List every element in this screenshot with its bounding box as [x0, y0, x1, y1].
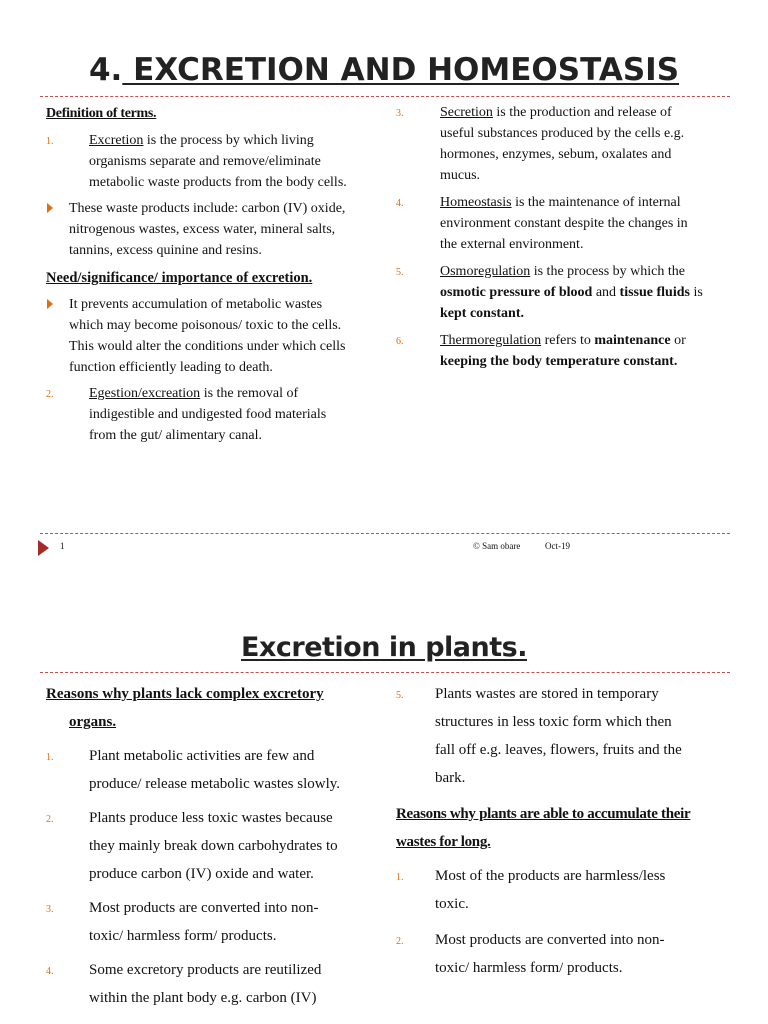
title-number: 4. — [88, 52, 123, 88]
item-number: 2. — [46, 389, 54, 400]
accumulate-heading — [396, 800, 726, 856]
text-line: is the removal of — [200, 386, 299, 401]
title-text: EXCRETION AND HOMEOSTASIS — [122, 52, 680, 88]
need-heading: Need/significance/ importance of excretion. — [46, 270, 313, 286]
list-item — [46, 383, 376, 446]
text-line: It prevents accumulation of metabolic wastes — [69, 297, 323, 312]
reasons-heading — [46, 680, 371, 736]
text-line: bark. — [435, 770, 466, 786]
text: is — [689, 285, 703, 300]
item-number: 1. — [46, 136, 54, 147]
item-number: 6. — [396, 336, 404, 347]
item-number: 4. — [396, 198, 404, 209]
left-column — [46, 680, 371, 1012]
list-item — [46, 130, 376, 193]
text-line: fall off e.g. leaves, flowers, fruits and the — [435, 742, 682, 758]
text-line: Most products are converted into non- — [435, 932, 665, 948]
text-line: produce carbon (IV) oxide and water. — [89, 866, 314, 882]
text-line: hormones, enzymes, sebum, oxalates and — [440, 147, 672, 162]
list-item — [46, 956, 371, 1012]
text-line: which may become poisonous/ toxic to the cells. — [69, 318, 342, 333]
text-line: useful substances produced by the cells e.g. — [440, 126, 685, 141]
list-item — [46, 894, 371, 950]
text-line: Plants produce less toxic wastes because — [89, 810, 333, 826]
text-line: toxic. — [435, 896, 469, 912]
text-line: This would alter the conditions under which cells — [69, 339, 346, 354]
footer-divider — [40, 533, 730, 534]
text-line: indigestible and undigested food materials — [89, 407, 327, 422]
term: Egestion/excreation — [89, 386, 201, 401]
text-line: is the production and release of — [492, 105, 672, 120]
slide-2 — [0, 575, 768, 1024]
footer-copyright: © Sam obare — [473, 541, 521, 551]
text-line: is the maintenance of internal — [511, 195, 681, 210]
text-line: Most products are converted into non- — [89, 900, 319, 916]
text-line: produce/ release metabolic wastes slowly. — [89, 776, 341, 792]
bold-text: tissue fluids — [619, 285, 690, 300]
bullet-arrow-icon — [47, 203, 53, 213]
text-line: environment constant despite the changes in — [440, 216, 688, 231]
text: refers to — [541, 333, 595, 348]
text-line: function efficiently leading to death. — [69, 360, 273, 375]
item-number: 2. — [396, 936, 404, 947]
term: Secretion — [440, 105, 493, 120]
list-item — [396, 862, 726, 918]
definition-heading: Definition of terms. — [46, 106, 157, 121]
text-line: they mainly break down carbohydrates to — [89, 838, 338, 854]
term: Osmoregulation — [440, 264, 531, 279]
item-number: 1. — [46, 752, 54, 763]
divider-line — [40, 96, 730, 97]
list-item — [396, 926, 726, 982]
heading-line: organs. — [69, 714, 117, 730]
text-line: Most of the products are harmless/less — [435, 868, 666, 884]
text-line: tannins, excess quinine and resins. — [69, 243, 262, 258]
list-item — [396, 680, 726, 792]
text-line: Some excretory products are reutilized — [89, 962, 322, 978]
text-line: within the plant body e.g. carbon (IV) — [89, 990, 317, 1006]
item-number: 3. — [396, 108, 404, 119]
right-column — [396, 102, 726, 372]
item-number: 4. — [46, 966, 54, 977]
text-line: Plant metabolic activities are few and — [89, 748, 315, 764]
list-item — [46, 804, 371, 888]
text-line: structures in less toxic form which then — [435, 714, 672, 730]
item-number: 3. — [46, 904, 54, 915]
text: or — [670, 333, 686, 348]
left-column — [46, 103, 376, 446]
text-line: nitrogenous wastes, excess water, mineral salts, — [69, 222, 336, 237]
text-line: is the process by which living — [143, 133, 314, 148]
slide-title: Excretion in plants. — [241, 632, 527, 663]
term: Thermoregulation — [440, 333, 542, 348]
list-item — [46, 742, 371, 798]
text-line: Plants wastes are stored in temporary — [435, 686, 659, 702]
text-line: is the process by which the — [530, 264, 685, 279]
list-item — [396, 330, 726, 372]
item-number: 5. — [396, 267, 404, 278]
bullet-item — [46, 198, 376, 261]
text-line: metabolic waste products from the body cells. — [89, 175, 347, 190]
page-number: 1 — [60, 541, 65, 551]
list-item — [396, 192, 726, 255]
bullet-item — [46, 294, 376, 378]
item-number: 1. — [396, 872, 404, 883]
footer-marker-icon — [38, 540, 49, 556]
divider-line — [40, 672, 730, 673]
right-column — [396, 680, 726, 982]
text: and — [592, 285, 620, 300]
text-line: toxic/ harmless form/ products. — [435, 960, 623, 976]
heading-line: Reasons why plants are able to accumulate their — [396, 806, 691, 822]
text-line: organisms separate and remove/eliminate — [89, 154, 321, 169]
term: Excretion — [89, 133, 144, 148]
term: Homeostasis — [440, 195, 512, 210]
bold-text: osmotic pressure of blood — [440, 285, 593, 300]
item-number: 2. — [46, 814, 54, 825]
list-item — [396, 102, 726, 186]
bold-text: kept constant. — [440, 306, 525, 321]
bold-text: maintenance — [594, 333, 671, 348]
text-line: toxic/ harmless form/ products. — [89, 928, 277, 944]
bullet-arrow-icon — [47, 299, 53, 309]
item-number: 5. — [396, 690, 404, 701]
list-item — [396, 261, 726, 324]
heading-line: Reasons why plants lack complex excretory — [46, 686, 324, 702]
text-line: from the gut/ alimentary canal. — [89, 428, 262, 443]
text-line: the external environment. — [440, 237, 584, 252]
bold-text: keeping the body temperature constant. — [440, 354, 678, 369]
slide-title — [0, 52, 768, 88]
footer-date: Oct-19 — [545, 541, 570, 551]
heading-line: wastes for long. — [396, 834, 491, 850]
text-line: mucus. — [440, 168, 481, 183]
text-line: These waste products include: carbon (IV) oxide, — [69, 201, 346, 216]
